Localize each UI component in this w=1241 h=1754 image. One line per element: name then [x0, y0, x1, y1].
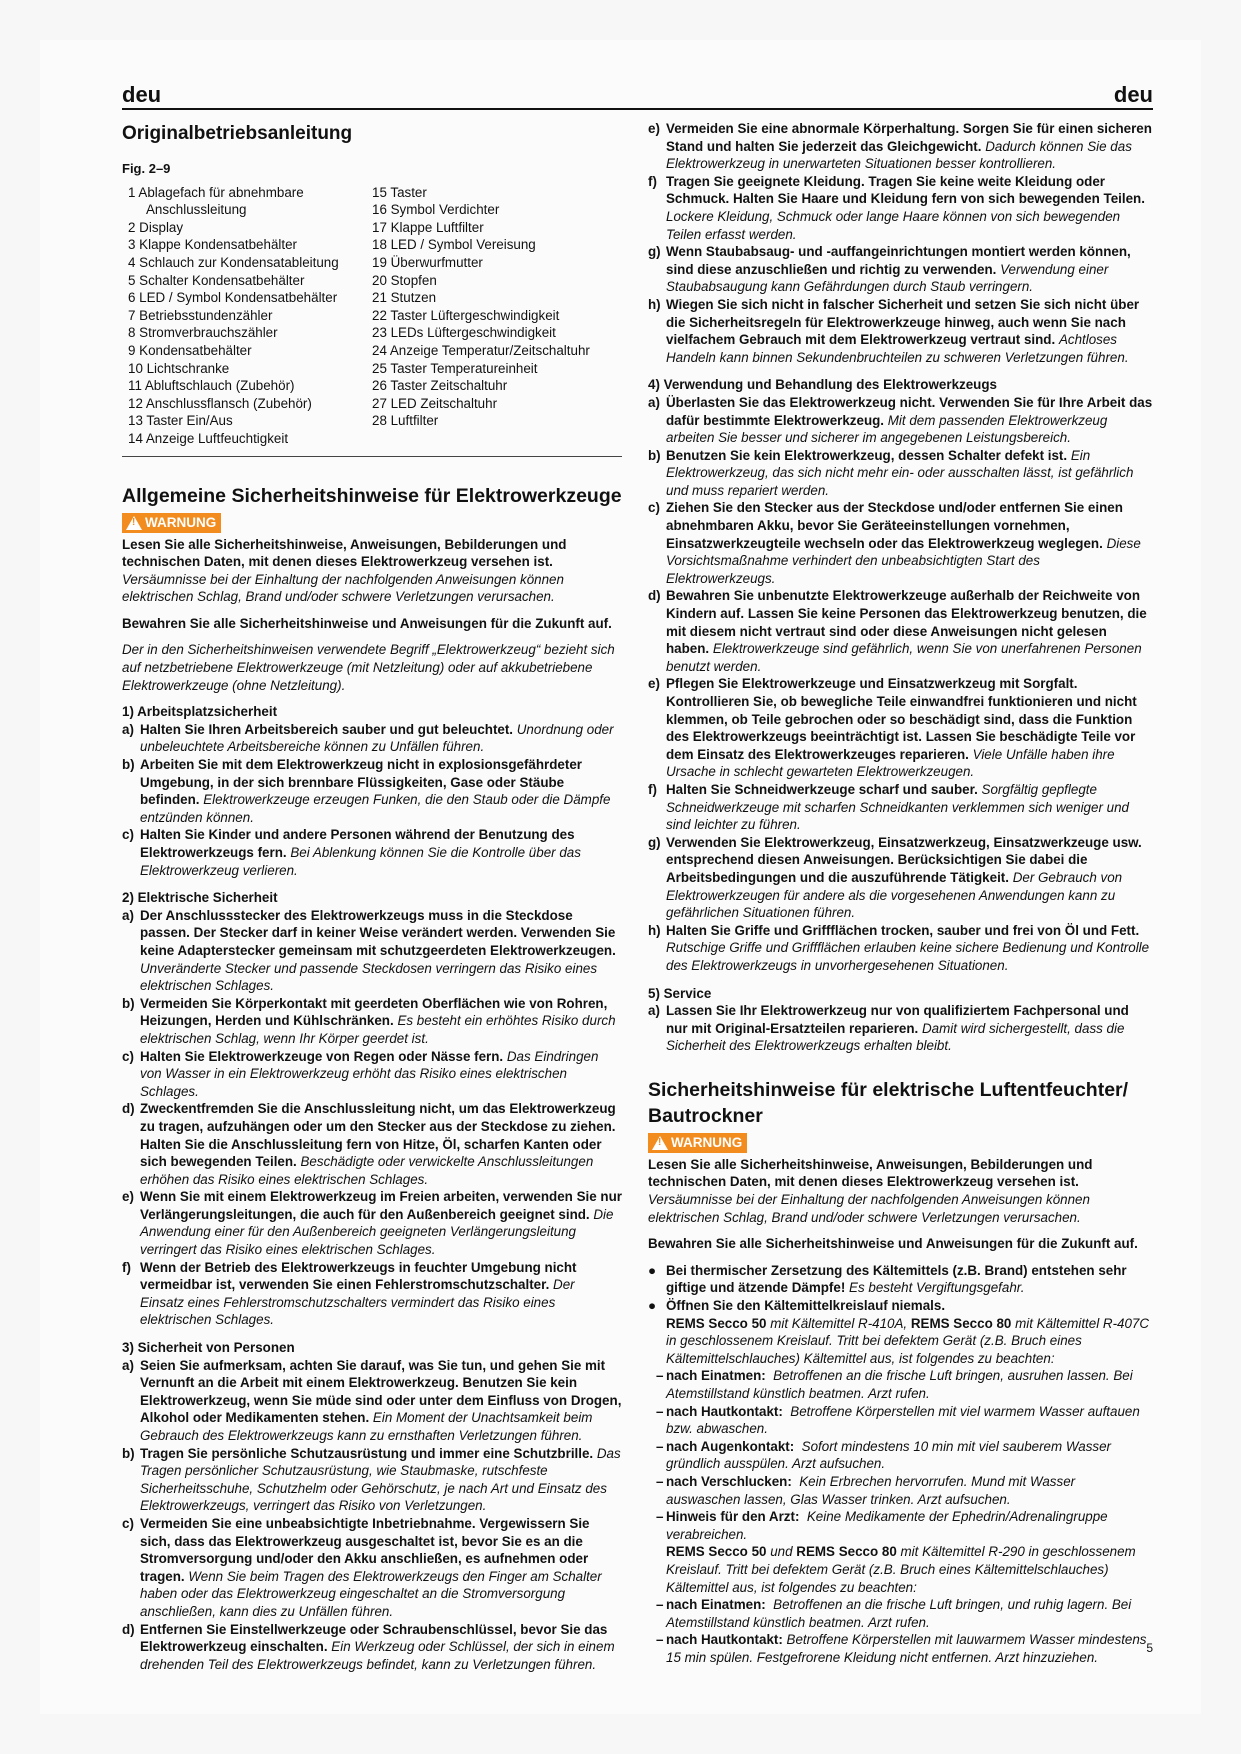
general-keep-notice: Bewahren Sie alle Sicherheitshinweise und Anweisungen für die Zukunft auf. — [122, 615, 612, 631]
warning-label-2: WARNUNG — [671, 1135, 743, 1151]
dehumidifier-keep-notice: Bewahren Sie alle Sicherheitshinweise und Anweisungen für die Zukunft auf. — [648, 1236, 1138, 1252]
general-safety-heading: Allgemeine Sicherheitshinweise für Elektrowerkzeuge — [122, 484, 622, 507]
legend-column-2 — [372, 184, 612, 448]
item-2c: c) Halten Sie Elektrowerkzeuge von Regen oder Nässe fern. Das Eindringen von Wasser in ein Elektrowerkzeug erhöht das Risiko eines elektrischen Schlages. — [122, 1048, 599, 1099]
item-1c: c) Halten Sie Kinder und andere Personen während der Benutzung des Elektrowerkzeugs fern. Bei Ablenkung können Sie die Kontrolle über das Elektrowerkzeug verlieren. — [122, 827, 581, 878]
item-4e: e) Pflegen Sie Elektrowerkzeuge und Einsatzwerkzeug mit Sorgfalt. Kontrollieren Sie, ob bewegliche Teile einwandfrei funktionieren und nicht klemmen, ob Teile gebrochen oder so beschädigt sind, dass die Funktion des Elektrowerkzeugs beeinträchtigt ist. Lassen Sie beschädigte Teile vor dem Einsatz des Elektrowerkzeuges reparieren. Viele Unfälle haben ihre Ursache in schlecht gewarteten Elektrowerkzeugen. — [648, 676, 1137, 780]
item-3c: c) Vermeiden Sie eine unbeabsichtigte Inbetriebnahme. Vergewissern Sie sich, dass das Elektrowerkzeug ausgeschaltet ist, bevor Sie es an die Stromversorgung und/oder den Akku anschließen, es aufnehmen oder tragen. Wenn Sie beim Tragen des Elektrowerkzeugs den Finger am Schalter haben oder das Elektrowerkzeug eingeschaltet an die Stromversorgung anschließen, kann dies zu Unfällen führen. — [122, 1515, 602, 1619]
item-1a: a) Halten Sie Ihren Arbeitsbereich sauber und gut beleuchtet. Unordnung oder unbeleuchtete Arbeitsbereiche können zu Unfällen führen. — [122, 721, 614, 755]
item-3b: b) Tragen Sie persönliche Schutzausrüstung und immer eine Schutzbrille. Das Tragen persönlicher Schutzausrüstung, wie Staubmaske, rutschfeste Sicherheitsschuhe, Schutzhelm oder Gehörschutz, je nach Art und Einsatz des Elektrowerkzeugs, verringert das Risiko von Verletzungen. — [122, 1445, 621, 1514]
figure-label: Fig. 2–9 — [122, 161, 171, 176]
section-2-title: 2) Elektrische Sicherheit — [122, 890, 278, 906]
aid-skin-2: – nach Hautkontakt: Betroffene Körperstellen mit lauwarmem Wasser mindestens 15 min spülen. Festgefrorene Kleidung nicht entfernen. Arzt hinzuziehen. — [656, 1632, 1147, 1665]
warning-badge-2 — [648, 1133, 747, 1153]
bullet-decomposition: ● Bei thermischer Zersetzung des Kältemittels (z.B. Brand) entstehen sehr giftige und ätzende Dämpfe! Es besteht Vergiftungsgefahr. — [648, 1262, 1127, 1296]
aid-skin-1: – nach Hautkontakt: Betroffene Körperstellen mit viel warmem Wasser auftauen bzw. abwaschen. — [656, 1403, 1140, 1437]
legend-item: 5 Schalter Kondensatbehälter — [128, 272, 305, 288]
aid-inhalation-2: – nach Einatmen: Betroffenen an die frische Luft bringen, und ruhig lagern. Bei Atemstillstand künstlich beatmen. Arzt rufen. — [656, 1597, 1132, 1630]
item-2d: d) Zweckentfremden Sie die Anschlussleitung nicht, um das Elektrowerkzeug zu tragen, aufzuhängen oder um den Stecker aus der Steckdose zu ziehen. Halten Sie die Anschlussleitung fern von Hitze, Öl, scharfen Kanten oder sich bewegenden Teilen. Beschädigte oder verwickelte Anschlussleitungen erhöhen das Risiko eines elektrischen Schlages. — [122, 1101, 616, 1187]
legend-item: 13 Taster Ein/Aus — [128, 413, 233, 429]
dehumidifier-safety-heading: Sicherheitshinweise für elektrische Luftentfeuchter/ Bautrockner — [648, 1078, 1129, 1127]
item-4b: b) Benutzen Sie kein Elektrowerkzeug, dessen Schalter defekt ist. Ein Elektrowerkzeug, das sich nicht mehr ein- oder ausschalten lässt, ist gefährlich und muss repariert werden. — [648, 447, 1134, 498]
header-rule — [122, 108, 1153, 110]
item-4f: f) Halten Sie Schneidwerkzeuge scharf und sauber. Sorgfältig gepflegte Schneidwerkzeuge mit scharfen Schneidkanten verklemmen sich weniger und sind leichter zu führen. — [648, 781, 1129, 833]
right-column — [648, 120, 1153, 1667]
legend-item: 19 Überwurfmutter — [372, 254, 483, 270]
warning-triangle-icon: ! — [126, 516, 142, 530]
legend-item: 12 Anschlussflansch (Zubehör) — [128, 395, 312, 411]
legend-item: 27 LED Zeitschaltuhr — [372, 395, 498, 411]
aid-inhalation-1: – nach Einatmen: Betroffenen an die frische Luft bringen, ausruhen lassen. Bei Atemstillstand künstlich beatmen. Arzt rufen. — [656, 1368, 1133, 1401]
legend-item: 22 Taster Lüftergeschwindigkeit — [372, 307, 560, 323]
r290-note: REMS Secco 50 und REMS Secco 80 mit Kältemittel R-290 in geschlossenem Kreislauf. Tritt bei defektem Gerät (z.B. Bruch eines Kältemittelschlauches) Kältemittel aus, ist folgendes zu beachten: — [666, 1544, 1136, 1595]
item-4c: c) Ziehen Sie den Stecker aus der Steckdose und/oder entfernen Sie einen abnehmbaren Akku, bevor Sie Geräteeinstellungen vornehmen, Einsatzwerkzeugteile wechseln oder das Elektrowerkzeug weglegen. Diese Vorsichtsmaßnahme verhindert den unbeabsichtigten Start des Elektrowerkzeugs. — [648, 500, 1141, 586]
aid-eyes-1: – nach Augenkontakt: Sofort mindestens 10 min mit viel sauberem Wasser gründlich ausspülen. Arzt aufsuchen. — [656, 1438, 1112, 1472]
dehumidifier-intro: Lesen Sie alle Sicherheitshinweise, Anweisungen, Bebilderungen und technischen Daten, mit denen dieses Elektrowerkzeug versehen ist. Versäumnisse bei der Einhaltung der nachfolgenden Anweisungen können elektrischen Schlag, Brand und/oder schwere Verletzungen verursachen. — [648, 1156, 1093, 1225]
legend-item: 11 Abluftschlauch (Zubehör) — [128, 378, 295, 394]
item-3d: d) Entfernen Sie Einstellwerkzeuge oder Schraubenschlüssel, bevor Sie das Elektrowerkzeug einschalten. Ein Werkzeug oder Schlüssel, der sich in einem drehenden Teil des Elektrowerkzeugs befindet, kann zu Verletzungen führen. — [122, 1621, 615, 1672]
legend-item: 25 Taster Temperatureinheit — [372, 360, 538, 376]
document-title: Originalbetriebsanleitung — [122, 123, 353, 144]
legend-item: 16 Symbol Verdichter — [372, 202, 500, 218]
item-2e: e) Wenn Sie mit einem Elektrowerkzeug im Freien arbeiten, verwenden Sie nur Verlängerungsleitungen, die auch für den Außenbereich geeignet sind. Die Anwendung einer für den Außenbereich geeigneten Verlängerungsleitung verringert das Risiko eines elektrischen Schlages. — [122, 1189, 622, 1258]
item-3g: g) Wenn Staubabsaug- und -auffangeinrichtungen montiert werden können, sind diese anzuschließen und richtig zu verwenden. Verwendung einer Staubabsaugung kann Gefährdungen durch Staub verringern. — [648, 244, 1131, 295]
warning-label: WARNUNG — [145, 514, 217, 530]
left-column — [122, 120, 622, 1673]
legend-column-1 — [122, 184, 372, 448]
legend-item: 17 Klappe Luftfilter — [372, 219, 484, 235]
legend-item: 7 Betriebsstundenzähler — [128, 307, 273, 323]
item-1b: b) Arbeiten Sie mit dem Elektrowerkzeug nicht in explosionsgefährdeter Umgebung, in der sich brennbare Flüssigkeiten, Gase oder Stäube befinden. Elektrowerkzeuge erzeugen Funken, die den Staub oder die Dämpfe entzünden können. — [122, 757, 611, 825]
bullet-refrigerant-circuit: ● Öffnen Sie den Kältemittelkreislauf niemals. REMS Secco 50 mit Kältemittel R-410A, REMS Secco 80 mit Kältemittel R-407C in geschlossenem Kreislauf. Tritt bei defektem Gerät (z.B. Bruch eines Kältemittelschlauches) Kältemittel aus, ist folgendes zu beachten: — [648, 1298, 1150, 1366]
page-number: 5 — [1146, 1641, 1153, 1655]
legend-item: 24 Anzeige Temperatur/Zeitschaltuhr — [372, 342, 590, 358]
item-4h: h) Halten Sie Griffe und Griffflächen trocken, sauber und frei von Öl und Fett. Rutschige Griffe und Griffflächen erlauben keine sichere Bedienung und Kontrolle des Elektrowerkzeugs in unvorhergesehenen Situationen. — [648, 922, 1150, 973]
section-4-title: 4) Verwendung und Behandlung des Elektrowerkzeugs — [648, 377, 997, 393]
general-term-note: Der in den Sicherheitshinweisen verwendete Begriff „Elektrowerkzeug“ bezieht sich auf netzbetriebene Elektrowerkzeuge (mit Netzleitung) oder auf akkubetriebene Elektrowerkzeuge (ohne Netzleitung). — [122, 642, 615, 693]
legend-item: 2 Display — [128, 219, 184, 235]
item-2f: f) Wenn der Betrieb des Elektrowerkzeugs in feuchter Umgebung nicht vermeidbar ist, verwenden Sie einen Fehlerstromschutzschalter. Der Einsatz eines Fehlerstromschutzschalters vermindert das Risiko eines elektrischen Schlages. — [122, 1259, 577, 1328]
item-4d: d) Bewahren Sie unbenutzte Elektrowerkzeuge außerhalb der Reichweite von Kindern auf. Lassen Sie keine Personen das Elektrowerkzeug benutzen, die mit diesem nicht vertraut sind oder diese Anweisungen nicht gelesen haben. Elektrowerkzeuge sind gefährlich, wenn Sie von unerfahrenen Personen benutzt werden. — [648, 588, 1147, 674]
item-4g: g) Verwenden Sie Elektrowerkzeug, Einsatzwerkzeug, Einsatzwerkzeuge usw. entsprechend diesen Anweisungen. Berücksichtigen Sie dabei die Arbeitsbedingungen und die auszuführende Tätigkeit. Der Gebrauch von Elektrowerkzeugen für andere als die vorgesehenen Anwendungen kann zu gefährlichen Situationen führen. — [648, 834, 1142, 921]
legend-item: 15 Taster — [372, 184, 427, 200]
item-5a: a) Lassen Sie Ihr Elektrowerkzeug nur von qualifiziertem Fachpersonal und nur mit Original-Ersatzteilen reparieren. Damit wird sichergestellt, dass die Sicherheit des Elektrowerkzeugs erhalten bleibt. — [648, 1003, 1129, 1054]
legend-item: 23 LEDs Lüftergeschwindigkeit — [372, 325, 556, 341]
legend-item: 20 Stopfen — [372, 272, 437, 288]
aid-swallowing-1: – nach Verschlucken: Kein Erbrechen hervorrufen. Mund mit Wasser auswaschen lassen, Glas Wasser trinken. Arzt aufsuchen. — [656, 1473, 1076, 1507]
aid-doctor-note: – Hinweis für den Arzt: Keine Medikamente der Ephedrin/Adrenalingruppe verabreichen. — [656, 1509, 1108, 1542]
legend-rule — [122, 456, 622, 457]
legend-item: 18 LED / Symbol Vereisung — [372, 237, 536, 253]
legend-item: 3 Klappe Kondensatbehälter — [128, 237, 298, 253]
item-3a: a) Seien Sie aufmerksam, achten Sie darauf, was Sie tun, und gehen Sie mit Vernunft an die Arbeit mit einem Elektrowerkzeug. Benutzen Sie kein Elektrowerkzeug, wenn Sie müde sind oder unter dem Einfluss von Drogen, Alkohol oder Medikamenten stehen. Ein Moment der Unachtsamkeit beim Gebrauch des Elektrowerkzeugs kann zu ernsthaften Verletzungen führen. — [122, 1357, 622, 1443]
legend-item: 14 Anzeige Luftfeuchtigkeit — [128, 430, 289, 446]
item-2b: b) Vermeiden Sie Körperkontakt mit geerdeten Oberflächen wie von Rohren, Heizungen, Herden und Kühlschränken. Es besteht ein erhöhtes Risiko durch elektrischen Schlag, wenn Ihr Körper geerdet ist. — [122, 995, 616, 1046]
item-3f: f) Tragen Sie geeignete Kleidung. Tragen Sie keine weite Kleidung oder Schmuck. Halten Sie Haare und Kleidung fern von sich bewegenden Teilen. Lockere Kleidung, Schmuck oder lange Haare können von sich bewegenden Teilen erfasst werden. — [648, 173, 1145, 242]
section-1-title: 1) Arbeitsplatzsicherheit — [122, 704, 278, 720]
legend-item: 4 Schlauch zur Kondensatableitung — [128, 254, 339, 270]
section-5-title: 5) Service — [648, 985, 712, 1001]
warning-badge — [122, 513, 221, 533]
legend-item: 26 Taster Zeitschaltuhr — [372, 378, 508, 394]
legend-item: 1 Ablagefach für abnehmbare — [128, 184, 304, 200]
item-4a: a) Überlasten Sie das Elektrowerkzeug nicht. Verwenden Sie für Ihre Arbeit das dafür bestimmte Elektrowerkzeug. Mit dem passenden Elektrowerkzeug arbeiten Sie besser und sicherer im angegebenen Leistungsbereich. — [648, 394, 1153, 446]
legend-item: 28 Luftfilter — [372, 413, 439, 429]
legend-item: 10 Lichtschranke — [128, 360, 230, 376]
header-language-right: deu — [1113, 82, 1153, 107]
item-3e: e) Vermeiden Sie eine abnormale Körperhaltung. Sorgen Sie für einen sicheren Stand und halten Sie jederzeit das Gleichgewicht. Dadurch können Sie das Elektrowerkzeug in unerwarteten Situationen besser kontrollieren. — [648, 121, 1152, 172]
legend-item: 6 LED / Symbol Kondensatbehälter — [128, 290, 338, 306]
legend-item: Anschlussleitung — [146, 202, 247, 218]
warning-triangle-icon: ! — [652, 1136, 668, 1150]
legend-item: 9 Kondensatbehälter — [128, 342, 252, 358]
item-3h: h) Wiegen Sie sich nicht in falscher Sicherheit und setzen Sie sich nicht über die Sicherheitsregeln für Elektrowerkzeuge hinweg, auch wenn Sie nach vielfachem Gebrauch mit dem Elektrowerkzeug vertraut sind. Achtloses Handeln kann binnen Sekundenbruchteilen zu schweren Verletzungen führen. — [648, 296, 1140, 365]
figure-legend — [122, 184, 622, 448]
header-language-left: deu — [122, 82, 162, 107]
item-2a: a) Der Anschlussstecker des Elektrowerkzeugs muss in die Steckdose passen. Der Stecker darf in keiner Weise verändert werden. Verwenden Sie keine Adapterstecker gemeinsam mit schutzgeerdeten Elektrowerkzeugen. Unveränderte Stecker und passende Steckdosen verringern das Risiko eines elektrischen Schlages. — [122, 907, 616, 994]
legend-item: 8 Stromverbrauchszähler — [128, 325, 278, 341]
section-3-title: 3) Sicherheit von Personen — [122, 1340, 295, 1356]
legend-item: 21 Stutzen — [372, 290, 437, 306]
general-intro: Lesen Sie alle Sicherheitshinweise, Anweisungen, Bebilderungen und technischen Daten, mit denen dieses Elektrowerkzeug versehen ist. Versäumnisse bei der Einhaltung der nachfolgenden Anweisungen können elektrischen Schlag, Brand und/oder schwere Verletzungen verursachen. — [122, 536, 567, 605]
